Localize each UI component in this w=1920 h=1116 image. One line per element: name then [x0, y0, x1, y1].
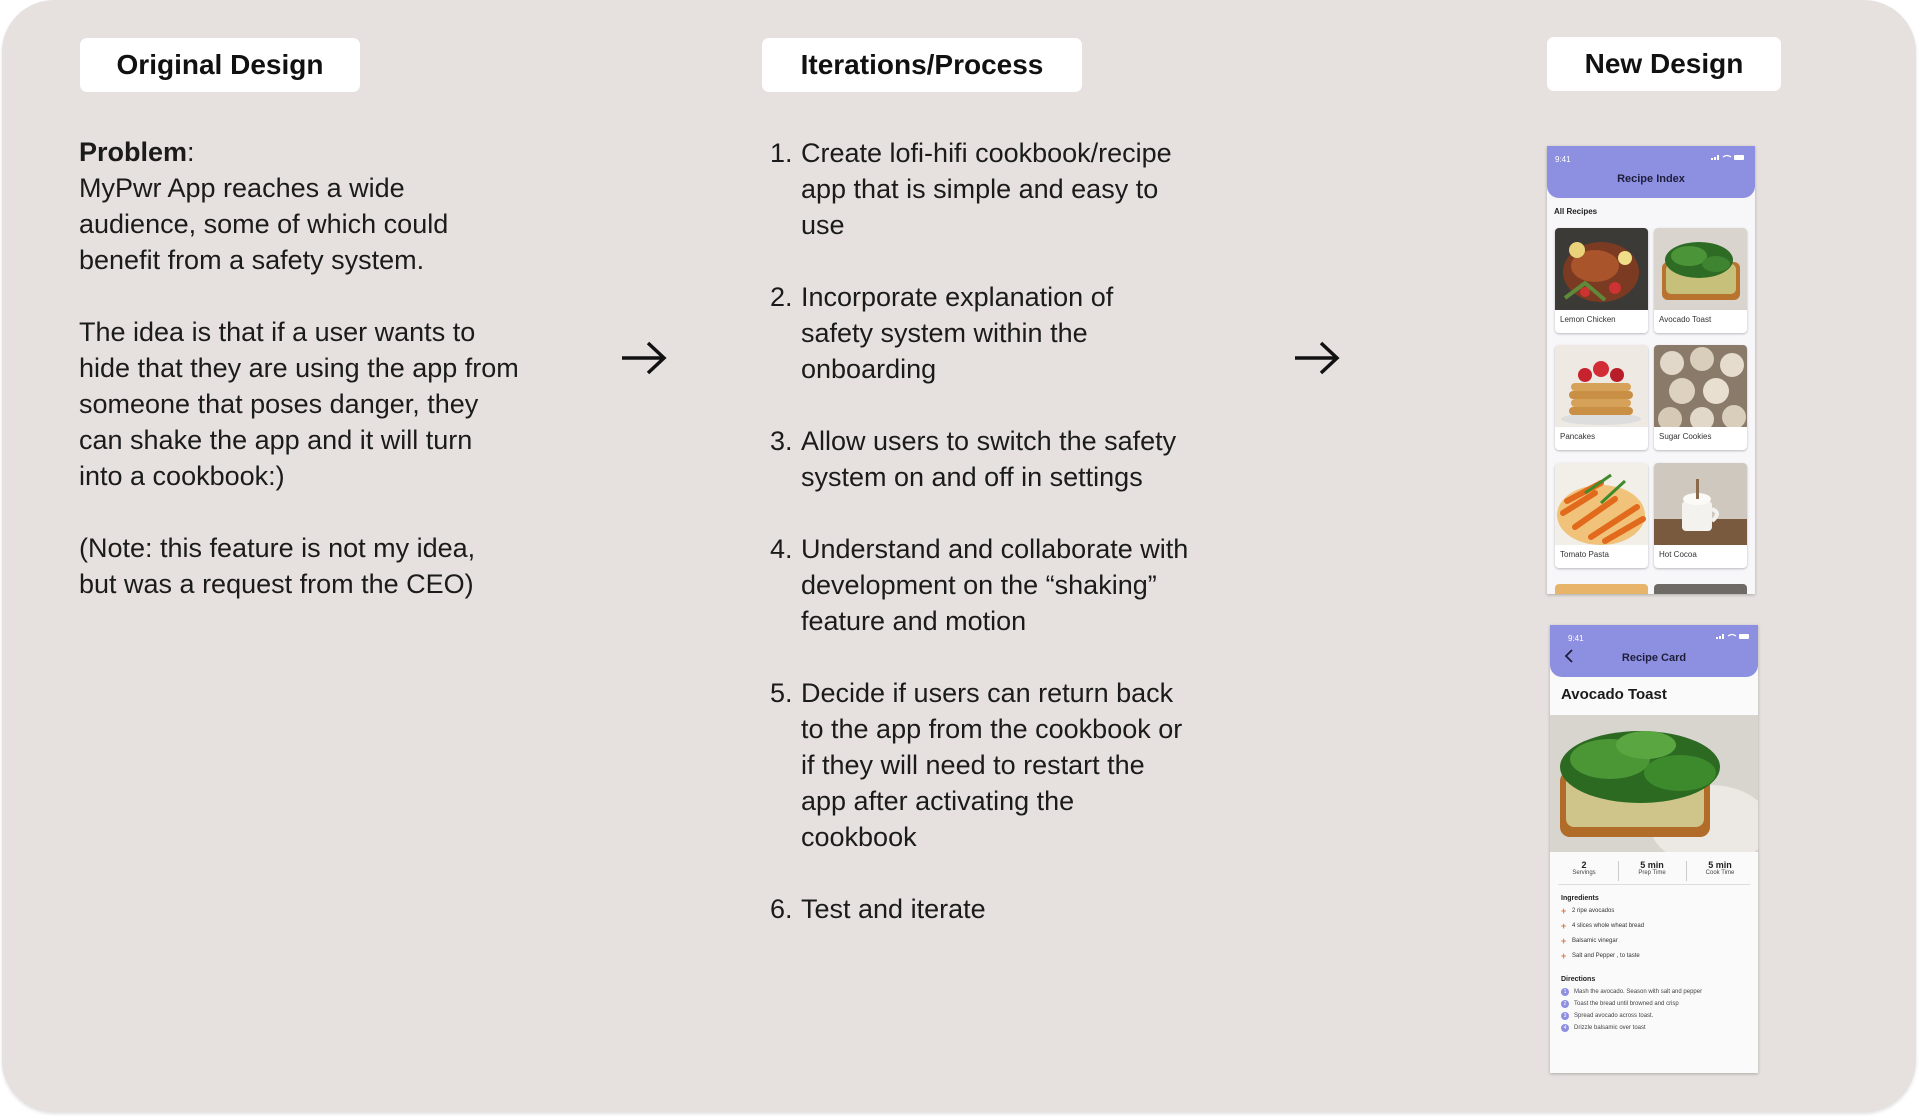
direction-step — [1561, 1024, 1646, 1032]
stat-label: Cook Time — [1705, 870, 1735, 876]
recipe-name: Avocado Toast — [1561, 686, 1667, 703]
step-number: 6. — [770, 894, 793, 924]
step-number-badge: 4 — [1561, 1024, 1569, 1032]
plus-icon: + — [1561, 951, 1567, 961]
recipe-card-sugar-cookies[interactable] — [1654, 345, 1747, 450]
recipe-index-screen — [1547, 146, 1755, 594]
direction-step — [1561, 988, 1702, 996]
problem-note: (Note: this feature is not my idea, but was a request from the CEO) — [79, 533, 476, 599]
stat-label: Prep Time — [1638, 870, 1666, 876]
step-number: 2. — [770, 282, 793, 312]
card-label: Avocado Toast — [1659, 315, 1712, 324]
original-design-tag: Original Design — [80, 38, 360, 92]
step-item — [770, 891, 1210, 927]
recipe-card-tomato-pasta[interactable] — [1555, 463, 1648, 568]
direction-step — [1561, 1000, 1679, 1008]
direction-step — [1561, 1012, 1653, 1020]
problem-text — [79, 134, 519, 638]
hot-cocoa-photo — [1654, 463, 1747, 545]
step-item — [770, 423, 1210, 495]
ingredient-text: 2 ripe avocados — [1572, 908, 1615, 914]
plus-icon: + — [1561, 936, 1567, 946]
screen-header — [1547, 146, 1755, 198]
step-number: 5. — [770, 678, 793, 708]
stat-value: 2 — [1581, 860, 1587, 870]
card-label: Pancakes — [1560, 432, 1596, 441]
sugar-cookies-photo — [1654, 345, 1747, 427]
direction-text: Mash the avocado. Season with salt and pepper — [1574, 989, 1703, 995]
card-label: Tomato Pasta — [1560, 550, 1609, 559]
status-time: 9:41 — [1555, 155, 1571, 164]
ingredient-text: 4 slices whole wheat bread — [1572, 923, 1645, 929]
stat-value: 5 min — [1708, 860, 1732, 870]
tomato-pasta-photo — [1555, 463, 1648, 545]
problem-colon: : — [187, 137, 195, 167]
step-number: 1. — [770, 138, 793, 168]
direction-text: Toast the bread until browned and crisp — [1574, 1001, 1679, 1007]
ingredient-item — [1561, 906, 1614, 916]
next-row-peek — [1555, 584, 1747, 594]
step-item — [770, 279, 1210, 387]
recipe-card-pancakes[interactable] — [1555, 345, 1648, 450]
arrow-right-icon — [620, 338, 668, 378]
ingredient-item — [1561, 951, 1640, 961]
recipe-hero-photo — [1550, 715, 1758, 852]
step-number: 4. — [770, 534, 793, 564]
step-text: Test and iterate — [801, 894, 986, 924]
recipe-card-avocado-toast[interactable] — [1654, 228, 1747, 333]
signal-icon — [1716, 633, 1750, 639]
ingredient-text: Balsamic vinegar — [1572, 938, 1618, 944]
step-text: Understand and collaborate with development on the “shaking” feature and motion — [801, 534, 1189, 636]
recipe-card-lemon-chicken[interactable] — [1555, 228, 1648, 333]
screen-title: Recipe Index — [1617, 173, 1685, 185]
screen-title: Recipe Card — [1621, 652, 1687, 664]
stat-label: Servings — [1572, 870, 1596, 876]
process-steps — [770, 135, 1210, 963]
card-label: Sugar Cookies — [1659, 432, 1712, 441]
lemon-chicken-photo — [1555, 228, 1648, 310]
problem-paragraph-2: The idea is that if a user wants to hide that they are using the app from someone that poses danger, they can shake the app and it will turn into a cookbook:) — [79, 317, 519, 491]
all-recipes-heading: All Recipes — [1554, 207, 1598, 216]
slide-board — [2, 0, 1916, 1112]
step-number: 3. — [770, 426, 793, 456]
plus-icon: + — [1561, 921, 1567, 931]
stat-value: 5 min — [1640, 860, 1664, 870]
divider — [1558, 884, 1750, 885]
step-text: Decide if users can return back to the app from the cookbook or if they will need to restart the app after activating the cookbook — [801, 678, 1183, 852]
recipe-card-screen — [1550, 625, 1758, 1073]
ingredient-text: Salt and Pepper , to taste — [1572, 953, 1640, 959]
status-time: 9:41 — [1568, 634, 1584, 643]
servings-stat — [1554, 860, 1614, 876]
step-item — [770, 531, 1210, 639]
screen-header — [1550, 625, 1758, 677]
step-item — [770, 135, 1210, 243]
direction-text: Spread avocado across toast. — [1574, 1013, 1654, 1019]
step-number-badge: 2 — [1561, 1000, 1569, 1008]
new-design-tag: New Design — [1547, 37, 1781, 91]
step-text: Create lofi-hifi cookbook/recipe app that is simple and easy to use — [801, 138, 1172, 240]
avocado-toast-photo — [1654, 228, 1747, 310]
stat-divider — [1686, 861, 1687, 881]
ingredients-heading: Ingredients — [1561, 895, 1599, 902]
plus-icon: + — [1561, 906, 1567, 916]
card-label: Hot Cocoa — [1659, 550, 1697, 559]
stat-divider — [1618, 861, 1619, 881]
direction-text: Drizzle balsamic over toast — [1574, 1025, 1646, 1031]
prep-time-stat — [1622, 860, 1682, 876]
cook-time-stat — [1690, 860, 1750, 876]
signal-icon — [1711, 154, 1745, 160]
iterations-process-tag: Iterations/Process — [762, 38, 1082, 92]
step-text: Incorporate explanation of safety system within the onboarding — [801, 282, 1114, 384]
step-number-badge: 1 — [1561, 988, 1569, 996]
step-number-badge: 3 — [1561, 1012, 1569, 1020]
ingredient-item — [1561, 936, 1618, 946]
arrow-right-icon — [1293, 338, 1341, 378]
pancakes-photo — [1555, 345, 1648, 427]
problem-label: Problem — [79, 137, 188, 167]
directions-heading: Directions — [1561, 976, 1596, 983]
problem-paragraph-1: MyPwr App reaches a wide audience, some of which could benefit from a safety system. — [79, 173, 449, 275]
step-item — [770, 675, 1210, 855]
ingredient-item — [1561, 921, 1644, 931]
card-label: Lemon Chicken — [1560, 315, 1616, 324]
recipe-card-hot-cocoa[interactable] — [1654, 463, 1747, 568]
step-text: Allow users to switch the safety system on and off in settings — [801, 426, 1177, 492]
